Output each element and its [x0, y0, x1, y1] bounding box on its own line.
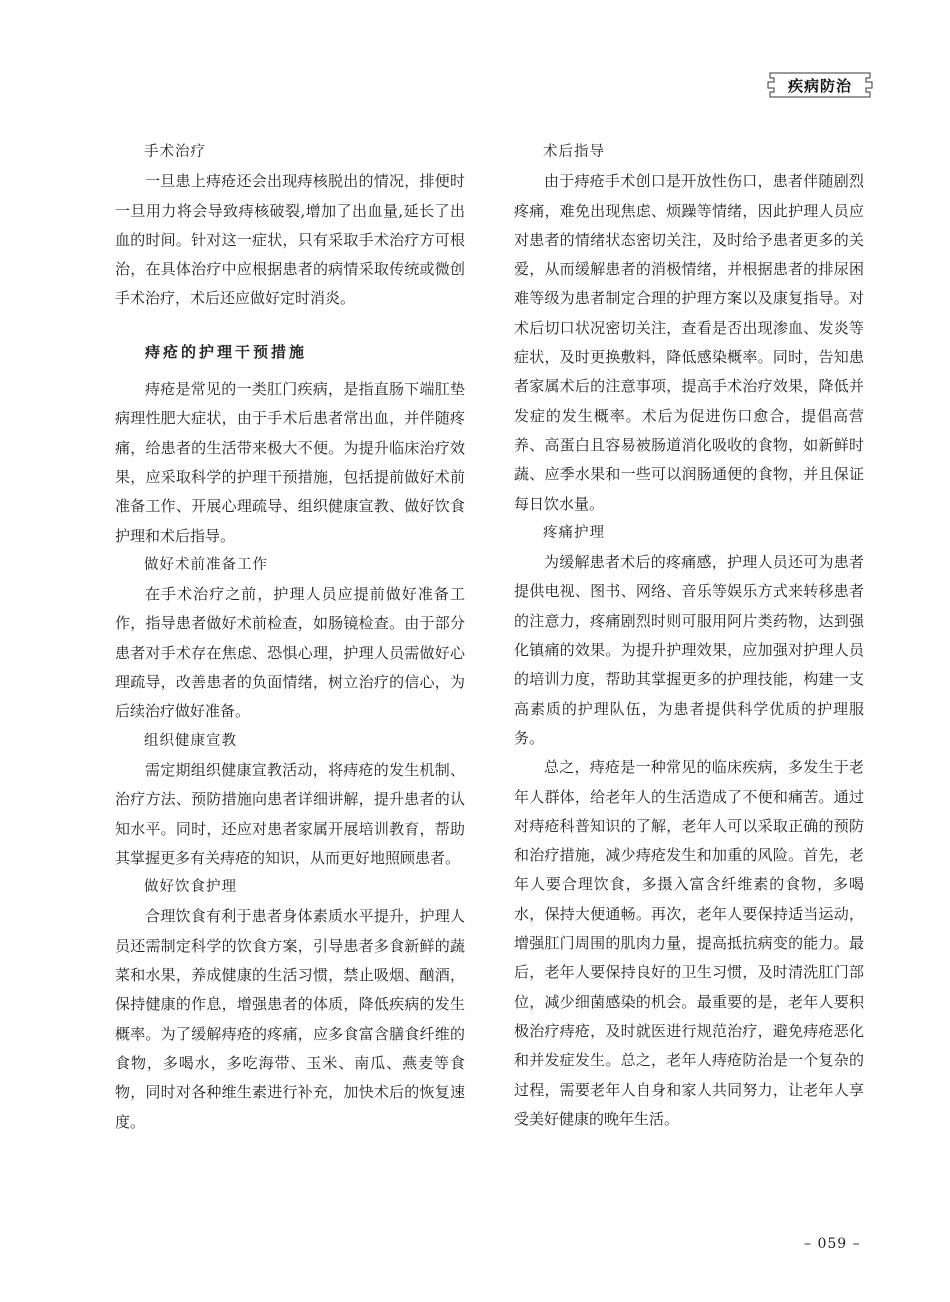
diet-heading: 做好饮食护理: [144, 879, 237, 896]
conclusion-paragraph: 总之，痔疮是一种常见的临床疾病，多发生于老年人群体，给老年人的生活造成了不便和痛苦。通过对痔疮科普知识的了解，老年人可以采取正确的预防和治疗措施，减少痔疮发生和加重的风险。首先，老年人要合理饮食，多摄入富含纤维素的食物，多喝水，保持大便通畅。再次，老年人要保持适当运动，增强肛门周围的肌肉力量，提高抵抗病变的能力。最后，老年人要保持良好的卫生习惯，及时清洗肛门部位，减少细菌感染的机会。最重要的是，老年人要积极治疗痔疮，及时就医进行规范治疗，避免痔疮恶化和并发症发生。总之，老年人痔疮防治是一个复杂的过程，需要老年人自身和家人共同努力，让老年人享受美好健康的晚年生活。: [514, 758, 864, 1128]
preop-paragraph: 在手术治疗之前，护理人员应提前做好准备工作，指导患者做好术前检查，如肠镜检查。由于部分患者对手术存在焦虑、恐惧心理，护理人员需做好心理疏导，改善患者的负面情绪，树立治疗的信心，为后续治疗做好准备。: [115, 585, 465, 721]
preop-heading: 做好术前准备工作: [144, 556, 268, 573]
surgery-heading: 手术治疗: [144, 144, 206, 160]
education-paragraph: 需定期组织健康宣教活动，将痔疮的发生机制、治疗方法、预防措施向患者详细讲解，提升患者的认知水平。同时，还应对患者家属开展培训教育，帮助其掌握更多有关痔疮的知识，从而更好地照顾患者。: [115, 760, 465, 867]
section-title: 痔疮的护理干预措施: [145, 342, 308, 361]
postop-heading: 术后指导: [543, 144, 605, 160]
diet-paragraph: 合理饮食有利于患者身体素质水平提升，护理人员还需制定科学的饮食方案，引导患者多食新鲜的蔬菜和水果，养成健康的生活习惯，禁止吸烟、酗酒，保持健康的作息，增强患者的体质，降低疾病的发生概率。为了缓解痔疮的疼痛，应多食富含膳食纤维的食物，多喝水，多吃海带、玉米、南瓜、燕麦等食物，同时对各种维生素进行补充，加快术后的恢复速度。: [115, 907, 465, 1131]
section-tag-label: 疾病防治: [787, 76, 852, 95]
pain-paragraph: 为缓解患者术后的疼痛感，护理人员还可为患者提供电视、图书、网络、音乐等娱乐方式来转移患者的注意力，疼痛剧烈时则可服用阿片类药物，达到强化镇痛的效果。为提升护理效果，应加强对护理人员的培训力度，帮助其掌握更多的护理技能，构建一支高素质的护理队伍，为患者提供科学优质的护理服务。: [514, 553, 864, 747]
right-column: [514, 138, 864, 1134]
postop-paragraph: 由于痔疮手术创口是开放性伤口，患者伴随剧烈疼痛，难免出现焦虑、烦躁等情绪，因此护理人员应对患者的情绪状态密切关注，及时给予患者更多的关爱，从而缓解患者的消极情绪，并根据患者的排尿困难等级为患者制定合理的护理方案以及康复指导。对术后切口状况密切关注，查看是否出现渗血、发炎等症状，及时更换敷料，降低感染概率。同时，告知患者家属术后的注意事项，提高手术治疗效果，降低并发症的发生概率。术后为促进伤口愈合，提倡高营养、高蛋白且容易被肠道消化吸收的食物，如新鲜时蔬、应季水果和一些可以润肠通便的食物，并且保证每日饮水量。: [514, 172, 864, 513]
page-number: – 059 –: [804, 1236, 861, 1252]
section-tag: [766, 70, 874, 100]
left-column: [115, 138, 465, 1137]
education-heading: 组织健康宣教: [144, 732, 237, 749]
pain-heading: 疼痛护理: [543, 524, 605, 541]
surgery-paragraph: 一旦患上痔疮还会出现痔核脱出的情况，排便时一旦用力将会导致痔核破裂,增加了出血量,延长了出血的时间。针对这一症状，只有采取手术治疗方可根治，在具体治疗中应根据患者的病情采取传统或微创手术治疗，术后还应做好定时消炎。: [115, 172, 465, 308]
intro-paragraph: 痔疮是常见的一类肛门疾病，是指直肠下端肛垫病理性肥大症状，由于手术后患者常出血，并伴随疼痛，给患者的生活带来极大不便。为提升临床治疗效果，应采取科学的护理干预措施，包括提前做好术前准备工作、开展心理疏导、组织健康宣教、做好饮食护理和术后指导。: [115, 380, 465, 545]
